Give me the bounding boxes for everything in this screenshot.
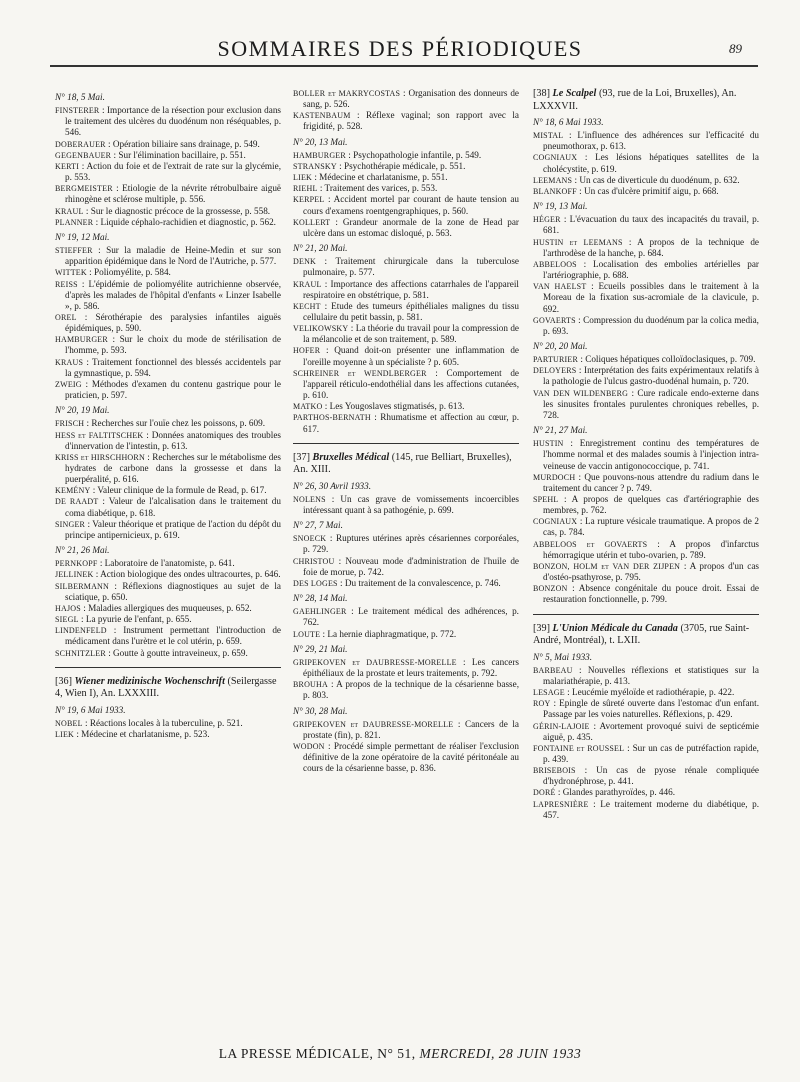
article-title: Nouveau mode d'administration de l'huile de foie de morue, p. 742.	[303, 555, 519, 577]
article-entry: KRISS et HIRSCHHORN : Recherches sur le métabolisme des hydrates de carbone dans la grossesse et dans la puerpéralité, p. 616.	[55, 451, 281, 485]
article-title: La pyurie de l'enfant, p. 655.	[85, 614, 192, 625]
article-entry: KRAUL : Importance des affections catarrhales de l'appareil respiratoire en obstétrique, p. 581.	[293, 278, 519, 300]
article-entry: SINGER : Valeur théorique et pratique de l'action du dépôt du principe antipernicieux, p. 619.	[55, 518, 281, 540]
article-title: Epingle de sûreté ouverte dans l'estomac d'un enfant. Passage par les voies naturelles. Réflexions, p. 429.	[543, 698, 759, 720]
article-author: KOLLERT	[293, 217, 331, 227]
article-entry: HUSTIN et LEEMANS : A propos de la technique de l'arthrodèse de la hanche, p. 684.	[533, 236, 760, 258]
article-author: FRISCH	[55, 419, 85, 429]
article-author: KRAUL	[293, 279, 322, 289]
issue-date: N° 18, 6 Mai 1933.	[533, 117, 604, 127]
article-author: KRAUL	[55, 206, 84, 216]
article-entry: GÉRIN-LAJOIE : Avortement provoqué suivi de septicémie aiguë, p. 435.	[533, 720, 760, 742]
article-author: BRISEBOIS	[533, 766, 576, 776]
article-author: WODON	[293, 741, 325, 751]
article-entry: DE RAADT : Valeur de l'alcalisation dans le traitement du coma diabétique, p. 618.	[55, 496, 281, 518]
article-title: Un cas grave de vomissements incoercibles intéressant quant à sa pathogénie, p. 699.	[303, 493, 519, 515]
article-author: SIEGL	[55, 615, 79, 625]
article-entry: HAMBURGER : Psychopathologie infantile, p. 549.	[293, 149, 482, 160]
article-title: Les cancers épithéliaux de la prostate et leurs traitements, p. 792.	[303, 656, 519, 679]
journal-heading	[533, 88, 759, 113]
journal-number: [39]	[533, 622, 550, 634]
article-title: La hernie diaphragmatique, p. 772.	[327, 628, 457, 639]
article-entry: GEGENBAUER : Sur l'élimination bacillaire, p. 551.	[55, 149, 246, 160]
article-title: Psychothérapie médicale, p. 551.	[344, 160, 466, 171]
article-entry: ABBELOOS et GOVAERTS : A propos d'infarctus hémorragique utérin et tubo-ovarien, p. 789.	[533, 538, 760, 560]
article-author: FINSTERER	[55, 106, 100, 116]
article-entry: VELIKOWSKY : La théorie du travail pour la compression de la mélancolie et de son traitement, p. 589.	[293, 323, 519, 345]
article-entry: LOUTE : La hernie diaphragmatique, p. 772.	[293, 628, 457, 639]
article-title: Localisation des embolies artérielles par l'artériographie, p. 688.	[543, 258, 759, 281]
article-entry: KASTENBAUM : Réflexe vaginal; son rapport avec la frigidité, p. 528.	[293, 110, 519, 132]
article-entry: DOBERAUER : Opération biliaire sans drainage, p. 549.	[55, 138, 260, 149]
article-title: Cancers de la prostate (fin), p. 821.	[303, 718, 519, 740]
issue-date: N° 21, 27 Mai.	[533, 425, 588, 436]
article-entry: KECHT : Etude des tumeurs épithéliales malignes du tissu cellulaire du petit bassin, p. 581.	[293, 300, 519, 322]
article-author: DES LOGES	[293, 578, 338, 588]
article-title: Maladies allergiques des muqueuses, p. 652.	[88, 602, 252, 613]
article-entry: CHRISTOU : Nouveau mode d'administration de l'huile de foie de morue, p. 742.	[293, 555, 519, 577]
article-entry: BLANKOFF : Un cas d'ulcère primitif aigu, p. 668.	[533, 185, 719, 196]
article-entry: REISS : L'épidémie de poliomyélite autrichienne observée, d'après les malades de l'hôpital d'enfants « Linzer Isabelle », p. 586.	[55, 278, 281, 311]
journal-address: (3705, rue Saint-André, Montréal), t. LXII.	[533, 622, 750, 647]
article-entry: NOLENS : Un cas grave de vomissements incoercibles intéressant quant à sa pathogénie, p. 699.	[293, 493, 519, 515]
article-author: KERTI	[55, 161, 80, 171]
article-title: Etude des tumeurs épithéliales malignes du tissu cellulaire du petit bassin, p. 581.	[303, 300, 519, 322]
article-author: GEGENBAUER	[55, 150, 112, 160]
article-title: Médecine et charlatanisme, p. 551.	[319, 172, 448, 183]
article-entry: LEEMANS : Un cas de diverticule du duodénum, p. 632.	[533, 174, 740, 185]
article-entry: SNOECK : Ruptures utérines après césariennes corporéales, p. 729.	[293, 533, 519, 555]
article-author: LOUTE	[293, 629, 321, 639]
page-number: 89	[729, 41, 742, 56]
article-title: Réflexe vaginal; son rapport avec la frigidité, p. 528.	[303, 110, 519, 132]
article-author: COGNIAUX	[533, 517, 578, 527]
article-title: Nouvelles réflexions et statistiques sur la malariathérapie, p. 413.	[543, 664, 759, 686]
article-entry: NOBEL : Réactions locales à la tuberculine, p. 521.	[55, 717, 243, 728]
article-title: Un cas d'ulcère primitif aigu, p. 668.	[584, 185, 719, 196]
issue-date: N° 27, 7 Mai.	[293, 520, 343, 531]
article-entry: BONZON : Absence congénitale du pouce droit. Essai de restauration fonctionnelle, p. 799.	[533, 583, 759, 605]
article-author: ABBELOOS et GOVAERTS	[533, 539, 648, 549]
article-entry: COGNIAUX : La rupture vésicale traumatique. A propos de 2 cas, p. 784.	[533, 516, 759, 538]
article-author: GÉRIN-LAJOIE	[533, 721, 590, 731]
article-title: Traitement chirurgicale dans la tuberculose pulmonaire, p. 577.	[303, 256, 519, 278]
article-entry: LESAGE : Leucémie myéloïde et radiothérapie, p. 422.	[533, 687, 735, 698]
journal-number: [38]	[533, 88, 550, 99]
article-author: GRIPEKOVEN et DAUBRESSE-MORELLE	[293, 719, 454, 729]
article-entry: SILBERMANN : Réflexions diagnostiques au sujet de la sciatique, p. 650.	[55, 580, 281, 602]
issue-date: N° 30, 28 Mai.	[293, 705, 348, 716]
article-author: HUSTIN et LEEMANS	[533, 237, 623, 247]
article-entry: PARTURIER : Coliques hépatiques colloïdoclasiques, p. 709.	[533, 354, 756, 365]
article-author: MATKO	[293, 402, 323, 412]
article-title: Méthodes d'examen du contenu gastrique pour le praticien, p. 597.	[65, 378, 281, 401]
article-entry: FINSTERER : Importance de la résection pour exclusion dans le traitement des ulcères du duodénum non réséquables, p. 546.	[55, 105, 281, 138]
journal-name: Bruxelles Médical	[312, 451, 390, 463]
article-author: COGNIAUX	[533, 153, 578, 163]
issue-date: N° 21, 26 Mai.	[55, 545, 110, 556]
article-author: DELOYERS	[533, 366, 577, 376]
article-title: Psychopathologie infantile, p. 549.	[353, 149, 482, 160]
article-author: FONTAINE et ROUSSEL	[533, 743, 625, 753]
article-author: HOFER	[293, 346, 321, 356]
article-title: Poliomyélite, p. 584.	[94, 267, 171, 278]
article-author: KASTENBAUM	[293, 111, 351, 121]
article-author: DENK	[293, 257, 317, 267]
journal-name: Le Scalpel	[552, 88, 597, 99]
article-title: La théorie du travail pour la compression de la mélancolie et de son traitement, p. 589.	[303, 323, 519, 345]
article-title: Absence congénitale du pouce droit. Essai de restauration fonctionnelle, p. 799.	[543, 583, 759, 605]
article-author: LESAGE	[533, 688, 565, 698]
article-title: Le traitement moderne du diabétique, p. 457.	[543, 798, 759, 820]
article-title: A propos de quelques cas d'artériographie des membres, p. 762.	[543, 494, 760, 516]
issue-date: N° 29, 21 Mai.	[293, 643, 348, 654]
article-author: KEMÉNY	[55, 486, 91, 496]
article-entry: BOLLER et MAKRYCOSTAS : Organisation des donneurs de sang, p. 526.	[293, 88, 519, 110]
article-title: Les Yougoslaves stigmatisés, p. 613.	[329, 401, 465, 412]
article-title: Valeur théorique et pratique de l'action du dépôt du principe antipernicieux, p. 619.	[65, 518, 281, 540]
article-title: A propos de la technique de la césarienne basse, p. 803.	[303, 679, 519, 701]
issue-date: N° 19, 6 Mai 1933.	[55, 704, 126, 715]
article-entry: MURDOCH : Que pouvons-nous attendre du radium dans le traitement du cancer ? p. 749.	[533, 471, 759, 493]
article-title: A propos d'infarctus hémorragique utérin et tubo-ovarien, p. 789.	[543, 538, 760, 560]
article-title: Interprétation des faits expérimentaux relatifs à la pathologie de l'ulcus gastro-duodénal humain, p. 720.	[543, 365, 759, 387]
article-entry: DES LOGES : Du traitement de la convalescence, p. 746.	[293, 577, 501, 588]
column-left	[55, 88, 281, 740]
article-entry: LINDENFELD : Instrument permettant l'introduction de médicament dans l'urètre et le col utérin, p. 659.	[55, 625, 281, 647]
article-title: Goutte à goutte intraveineux, p. 659.	[113, 647, 248, 658]
article-author: JELLINEK	[55, 570, 94, 580]
article-entry: BONZON, HOLM et VAN DER ZIJPEN : A propos d'un cas d'ostéo-psathyrose, p. 795.	[533, 560, 760, 583]
article-author: DE RAADT	[55, 497, 99, 507]
article-title: Sur l'élimination bacillaire, p. 551.	[118, 149, 246, 160]
article-author: PARTHOS-BERNATH	[293, 413, 371, 423]
article-author: DORÉ	[533, 788, 556, 798]
article-author: BOLLER et MAKRYCOSTAS	[293, 89, 401, 98]
article-entry: GAEHLINGER : Le traitement médical des adhérences, p. 762.	[293, 606, 519, 628]
journal-name: Wiener medizinische Wochenschrift	[74, 675, 225, 687]
article-title: Compression du duodénum par la colica media, p. 693.	[543, 314, 759, 336]
article-entry: HUSTIN : Enregistrement continu des températures de l'homme normal et des malades soumis à l'injection intra-veineuse de vaccin antigonococcique, p. 741.	[533, 438, 759, 471]
article-author: SILBERMANN	[55, 581, 110, 591]
article-entry: RIEHL : Traitement des varices, p. 553.	[293, 183, 438, 194]
article-entry: KEMÉNY : Valeur clinique de la formule de Read, p. 617.	[55, 485, 267, 496]
journal-address: (Seilergasse 4, Wien I), An. LXXXIII.	[55, 675, 277, 700]
article-author: PARTURIER	[533, 355, 579, 365]
journal-address: (93, rue de la Loi, Bruxelles), An. LXXXVII.	[533, 88, 737, 112]
article-author: BONZON	[533, 584, 568, 594]
article-entry: GOVAERTS : Compression du duodénum par la colica media, p. 693.	[533, 314, 759, 336]
article-entry: MATKO : Les Yougoslaves stigmatisés, p. 613.	[293, 401, 465, 412]
article-author: PLANNER	[55, 217, 94, 227]
article-entry: STRANSKY : Psychothérapie médicale, p. 551.	[293, 160, 466, 171]
article-author: HUSTIN	[533, 439, 564, 449]
article-entry: DELOYERS : Interprétation des faits expérimentaux relatifs à la pathologie de l'ulcus gastro-duodénal humain, p. 720.	[533, 365, 759, 387]
article-title: Le traitement médical des adhérences, p. 762.	[303, 606, 519, 628]
article-entry: ROY : Epingle de sûreté ouverte dans l'estomac d'un enfant. Passage par les voies naturelles. Réflexions, p. 429.	[533, 698, 759, 720]
article-entry: OREL : Sérothérapie des paralysies infantiles aiguës épidémiques, p. 590.	[55, 311, 281, 334]
article-title: Recherches sur l'ouïe chez les poissons, p. 609.	[91, 418, 265, 429]
column-middle	[293, 88, 519, 774]
article-entry: HAJOS : Maladies allergiques des muqueuses, p. 652.	[55, 602, 252, 613]
article-author: OREL	[55, 312, 77, 322]
article-entry: VAN HAELST : Ecueils possibles dans le traitement à la Moreau de la fixation sus-acromiale de la clavicule, p. 692.	[533, 281, 759, 314]
article-author: CHRISTOU	[293, 556, 335, 566]
article-entry: DENK : Traitement chirurgicale dans la tuberculose pulmonaire, p. 577.	[293, 256, 519, 278]
article-author: ABBELOOS	[533, 259, 577, 269]
article-author: STRANSKY	[293, 161, 337, 171]
article-title: Coliques hépatiques colloïdoclasiques, p. 709.	[585, 354, 756, 365]
article-author: LAPRESNIÈRE	[533, 799, 589, 809]
page-header	[0, 28, 800, 68]
article-author: WITTEK	[55, 268, 87, 278]
article-author: HAJOS	[55, 603, 81, 613]
article-author: BROUHA	[293, 680, 328, 690]
article-author: LEEMANS	[533, 175, 573, 185]
article-author: BERGMEISTER	[55, 184, 113, 194]
article-author: HAMBURGER	[293, 150, 346, 160]
article-title: Valeur de l'alcalisation dans le traitement du coma diabétique, p. 618.	[65, 496, 281, 518]
article-author: VAN HAELST	[533, 282, 587, 292]
article-title: Enregistrement continu des températures de l'homme normal et des malades soumis à l'injection intra-veineuse de vaccin antigonococcique, p. 741.	[543, 438, 759, 471]
issue-date: N° 26, 30 Avril 1933.	[293, 480, 372, 491]
article-entry: SIEGL : La pyurie de l'enfant, p. 655.	[55, 614, 192, 625]
article-entry: COGNIAUX : Les lésions hépatiques satellites de la cholécystite, p. 619.	[533, 152, 759, 174]
article-title: Action biologique des ondes ultracourtes, p. 646.	[100, 569, 281, 580]
article-title: Du traitement de la convalescence, p. 746.	[344, 577, 501, 588]
journal-number: [37]	[293, 451, 310, 463]
article-entry: PLANNER : Liquide céphalo-rachidien et diagnostic, p. 562.	[55, 216, 276, 227]
article-author: LIEK	[293, 173, 313, 183]
article-title: A propos de la technique de l'arthrodèse de la hanche, p. 684.	[543, 236, 760, 258]
article-title: Valeur clinique de la formule de Read, p. 617.	[97, 485, 267, 496]
article-title: A propos d'un cas d'ostéo-psathyrose, p. 795.	[543, 560, 760, 583]
article-author: SPEHL	[533, 495, 559, 504]
article-entry: SCHNITZLER : Goutte à goutte intraveineux, p. 659.	[55, 647, 248, 658]
journal-number: [36]	[55, 675, 72, 687]
article-author: HAMBURGER	[55, 335, 108, 345]
issue-date: N° 20, 19 Mai.	[55, 405, 110, 416]
article-author: MURDOCH	[533, 472, 576, 482]
article-entry: BROUHA : A propos de la technique de la césarienne basse, p. 803.	[293, 679, 519, 701]
article-author: HÉGER	[533, 215, 561, 225]
article-title: Données anatomiques des troubles d'innervation de l'intestin, p. 613.	[65, 429, 281, 451]
article-title: Ecueils possibles dans le traitement à la Moreau de la fixation sus-acromiale de la clavicule, p. 692.	[543, 281, 759, 314]
article-entry: SPEHL : A propos de quelques cas d'artériographie des membres, p. 762.	[533, 494, 760, 516]
article-entry: KOLLERT : Grandeur anormale de la zone de Head par ulcère dans un estomac disloqué, p. 563.	[293, 216, 519, 238]
article-entry: HAMBURGER : Sur le choix du mode de stérilisation de l'homme, p. 593.	[55, 334, 281, 356]
article-entry: FRISCH : Recherches sur l'ouïe chez les poissons, p. 609.	[55, 418, 265, 429]
article-entry: VAN DEN WILDENBERG : Cure radicale endo-externe dans les sinusites frontales purulentes chroniques rebelles, p. 728.	[533, 387, 759, 420]
article-title: Cure radicale endo-externe dans les sinusites frontales purulentes chroniques rebelles, p. 728.	[543, 387, 759, 420]
header-rule	[50, 65, 758, 67]
article-author: PERNKOPF	[55, 559, 98, 569]
article-author: GRIPEKOVEN et DAUBRESSE-MORELLE	[293, 657, 457, 667]
article-entry: WITTEK : Poliomyélite, p. 584.	[55, 267, 171, 278]
article-title: Recherches sur le métabolisme des hydrates de carbone dans la grossesse et dans la puerpéralité, p. 616.	[65, 451, 281, 485]
article-title: Rhumatisme et affection au cœur, p. 617.	[303, 412, 519, 434]
issue-date: N° 20, 13 Mai.	[293, 136, 348, 147]
article-entry: BRISEBOIS : Un cas de pyose rénale compliquée d'hydronéphrose, p. 441.	[533, 765, 759, 787]
article-author: KERPEL	[293, 195, 325, 205]
article-entry: WODON : Procédé simple permettant de réaliser l'exclusion définitive de la zone opératoire de la cavité péritonéale au cours de la césarienne basse, p. 836.	[293, 740, 519, 774]
issue-date: N° 20, 20 Mai.	[533, 340, 588, 351]
issue-date: N° 28, 14 Mai.	[293, 593, 348, 604]
page-footer	[0, 1046, 800, 1062]
article-entry: BARBEAU : Nouvelles réflexions et statistiques sur la malariathérapie, p. 413.	[533, 664, 759, 686]
article-entry: LIEK : Médecine et charlatanisme, p. 551.	[293, 172, 448, 183]
article-title: La rupture vésicale traumatique. A propos de 2 cas, p. 784.	[543, 516, 759, 538]
article-title: Traitement des varices, p. 553.	[324, 183, 438, 194]
article-entry: KRAUL : Sur le diagnostic précoce de la grossesse, p. 558.	[55, 205, 271, 216]
footer-date: MERCREDI, 28 JUIN 1933	[419, 1046, 582, 1061]
issue-date: N° 21, 20 Mai.	[293, 243, 348, 254]
article-author: DOBERAUER	[55, 139, 106, 149]
article-title: Sur le choix du mode de stérilisation de l'homme, p. 593.	[65, 334, 281, 356]
article-author: ZWEIG	[55, 379, 82, 389]
article-entry: LAPRESNIÈRE : Le traitement moderne du diabétique, p. 457.	[533, 798, 759, 820]
article-title: Instrument permettant l'introduction de médicament dans l'urètre et le col utérin, p. 659.	[65, 625, 281, 647]
issue-date: N° 5, Mai 1933.	[533, 651, 593, 662]
article-title: Comportement de l'appareil réticulo-endothélial dans les affections cutanées, p. 610.	[303, 367, 519, 401]
journal-name: L'Union Médicale du Canada	[552, 622, 678, 634]
article-author: RIEHL	[293, 184, 318, 194]
article-author: VELIKOWSKY	[293, 324, 349, 334]
journal-heading	[533, 614, 759, 648]
article-entry: HÉGER : L'évacuation du taux des incapacités du travail, p. 681.	[533, 214, 759, 236]
issue-date: N° 18, 5 Mai.	[55, 92, 105, 102]
article-title: Organisation des donneurs de sang, p. 526.	[303, 88, 519, 110]
article-author: MISTAL	[533, 131, 564, 141]
article-title: Action du foie et de l'extrait de rate sur la glycémie, p. 553.	[65, 160, 281, 183]
page-title: SOMMAIRES DES PÉRIODIQUES	[217, 36, 583, 61]
article-title: Glandes parathyroïdes, p. 446.	[562, 787, 675, 798]
article-author: SCHREINER et WENDLBERGER	[293, 368, 427, 378]
article-entry: BERGMEISTER : Etiologie de la névrite rétrobulbaire aiguë rhinogène et sclérose multiple, p. 556.	[55, 183, 281, 205]
article-author: NOBEL	[55, 718, 83, 728]
article-entry: HESS et FALTITSCHEK : Données anatomiques des troubles d'innervation de l'intestin, p. 613.	[55, 429, 281, 451]
article-title: Procédé simple permettant de réaliser l'exclusion définitive de la zone opératoire de la cavité péritonéale au cours de la césarienne basse, p. 836.	[303, 740, 519, 774]
article-entry: HOFER : Quand doit-on présenter une inflammation de l'oreille moyenne à un spécialiste ? p. 605.	[293, 345, 519, 367]
article-author: KRISS et HIRSCHHORN	[55, 452, 145, 462]
article-title: Un cas de diverticule du duodénum, p. 632.	[579, 174, 740, 185]
article-author: GAEHLINGER	[293, 607, 347, 617]
article-title: Leucémie myéloïde et radiothérapie, p. 422.	[572, 687, 735, 698]
article-entry: STIEFFER : Sur la maladie de Heine-Medin et sur son apparition épidémique dans le Nord de l'Autriche, p. 577.	[55, 245, 281, 267]
footer-journal: LA PRESSE MÉDICALE, N° 51,	[218, 1046, 416, 1061]
article-title: Réactions locales à la tuberculine, p. 521.	[89, 717, 243, 728]
article-entry: LIEK : Médecine et charlatanisme, p. 523.	[55, 728, 210, 739]
issue-date: N° 19, 12 Mai.	[55, 231, 110, 242]
article-entry: DORÉ : Glandes parathyroïdes, p. 446.	[533, 787, 675, 798]
article-title: L'évacuation du taux des incapacités du travail, p. 681.	[543, 214, 759, 236]
article-entry: SCHREINER et WENDLBERGER : Comportement de l'appareil réticulo-endothélial dans les affections cutanées, p. 610.	[293, 367, 519, 401]
article-author: HESS et FALTITSCHEK	[55, 430, 144, 440]
article-author: ROY	[533, 699, 551, 709]
article-title: Importance des affections catarrhales de l'appareil respiratoire en obstétrique, p. 581.	[303, 278, 519, 300]
article-title: Que pouvons-nous attendre du radium dans le traitement du cancer ? p. 749.	[543, 471, 759, 493]
article-title: Importance de la résection pour exclusion dans le traitement des ulcères du duodénum non réséquables, p. 546.	[65, 105, 281, 138]
article-title: Ruptures utérines après césariennes corporéales, p. 729.	[303, 533, 519, 555]
article-title: Grandeur anormale de la zone de Head par ulcère dans un estomac disloqué, p. 563.	[303, 216, 519, 238]
article-entry: FONTAINE et ROUSSEL : Sur un cas de putréfaction rapide, p. 439.	[533, 742, 759, 764]
article-title: Opération biliaire sans drainage, p. 549.	[112, 138, 260, 149]
article-author: BARBEAU	[533, 665, 573, 675]
article-title: Liquide céphalo-rachidien et diagnostic, p. 562.	[100, 216, 276, 227]
article-entry: KERTI : Action du foie et de l'extrait de rate sur la glycémie, p. 553.	[55, 160, 281, 183]
journal-address: (145, rue Belliart, Bruxelles), An. XIII.	[293, 451, 512, 476]
article-entry: GRIPEKOVEN et DAUBRESSE-MORELLE : Les cancers épithéliaux de la prostate et leurs traitements, p. 792.	[293, 656, 519, 679]
issue-date: N° 19, 13 Mai.	[533, 201, 588, 212]
article-title: L'épidémie de poliomyélite autrichienne observée, d'après les malades de l'hôpital d'enfants « Linzer Isabelle », p. 586.	[65, 278, 281, 311]
article-entry: ZWEIG : Méthodes d'examen du contenu gastrique pour le praticien, p. 597.	[55, 378, 281, 401]
article-author: SINGER	[55, 519, 86, 529]
article-title: Avortement provoqué suivi de septicémie aiguë, p. 435.	[543, 720, 760, 742]
article-author: GOVAERTS	[533, 315, 576, 325]
article-author: SNOECK	[293, 534, 327, 544]
article-title: Sur la maladie de Heine-Medin et sur son apparition épidémique dans le Nord de l'Autriche, p. 577.	[65, 245, 281, 267]
article-title: Accident mortel par courant de haute tension au cours d'examens roentgengraphiques, p. 560.	[303, 194, 520, 216]
article-author: REISS	[55, 279, 78, 289]
article-entry: JELLINEK : Action biologique des ondes ultracourtes, p. 646.	[55, 569, 281, 580]
article-author: STIEFFER	[55, 246, 93, 256]
article-title: Etiologie de la névrite rétrobulbaire aiguë rhinogène et sclérose multiple, p. 556.	[65, 183, 281, 205]
article-title: Laboratoire de l'anatomiste, p. 641.	[104, 558, 235, 569]
article-entry: GRIPEKOVEN et DAUBRESSE-MORELLE : Cancers de la prostate (fin), p. 821.	[293, 718, 519, 740]
article-title: Un cas de pyose rénale compliquée d'hydronéphrose, p. 441.	[543, 765, 759, 787]
journal-heading	[55, 667, 281, 701]
article-title: Médecine et charlatanisme, p. 523.	[81, 728, 210, 739]
article-author: LINDENFELD	[55, 626, 107, 636]
article-entry: PARTHOS-BERNATH : Rhumatisme et affection au cœur, p. 617.	[293, 412, 519, 434]
article-author: NOLENS	[293, 494, 326, 504]
article-author: KRAUS	[55, 357, 84, 367]
article-author: VAN DEN WILDENBERG	[533, 388, 629, 398]
article-entry: KERPEL : Accident mortel par courant de haute tension au cours d'examens roentgengraphiques, p. 560.	[293, 194, 520, 216]
article-title: L'influence des adhérences sur l'efficacité du pneumothorax, p. 613.	[543, 130, 760, 152]
article-author: KECHT	[293, 301, 321, 311]
article-title: Les lésions hépatiques satellites de la cholécystite, p. 619.	[543, 152, 759, 174]
article-entry: ABBELOOS : Localisation des embolies artérielles par l'artériographie, p. 688.	[533, 258, 759, 281]
article-title: Sur un cas de putréfaction rapide, p. 439.	[543, 742, 759, 764]
article-author: SCHNITZLER	[55, 648, 106, 658]
article-title: Sérothérapie des paralysies infantiles aiguës épidémiques, p. 590.	[65, 311, 281, 334]
column-right	[533, 88, 759, 821]
article-entry: PERNKOPF : Laboratoire de l'anatomiste, p. 641.	[55, 558, 235, 569]
article-title: Quand doit-on présenter une inflammation de l'oreille moyenne à un spécialiste ? p. 605.	[303, 345, 519, 367]
journal-heading	[293, 443, 519, 477]
article-entry: MISTAL : L'influence des adhérences sur l'efficacité du pneumothorax, p. 613.	[533, 130, 760, 152]
article-title: Traitement fonctionnel des blessés accidentels par la gymnastique, p. 594.	[65, 356, 282, 378]
article-entry: KRAUS : Traitement fonctionnel des blessés accidentels par la gymnastique, p. 594.	[55, 356, 282, 378]
article-author: LIEK	[55, 729, 75, 739]
article-title: Sur le diagnostic précoce de la grossesse, p. 558.	[90, 205, 271, 216]
article-title: Réflexions diagnostiques au sujet de la sciatique, p. 650.	[65, 580, 281, 602]
article-author: BONZON, HOLM et VAN DER ZIJPEN	[533, 561, 681, 571]
article-author: BLANKOFF	[533, 186, 577, 196]
